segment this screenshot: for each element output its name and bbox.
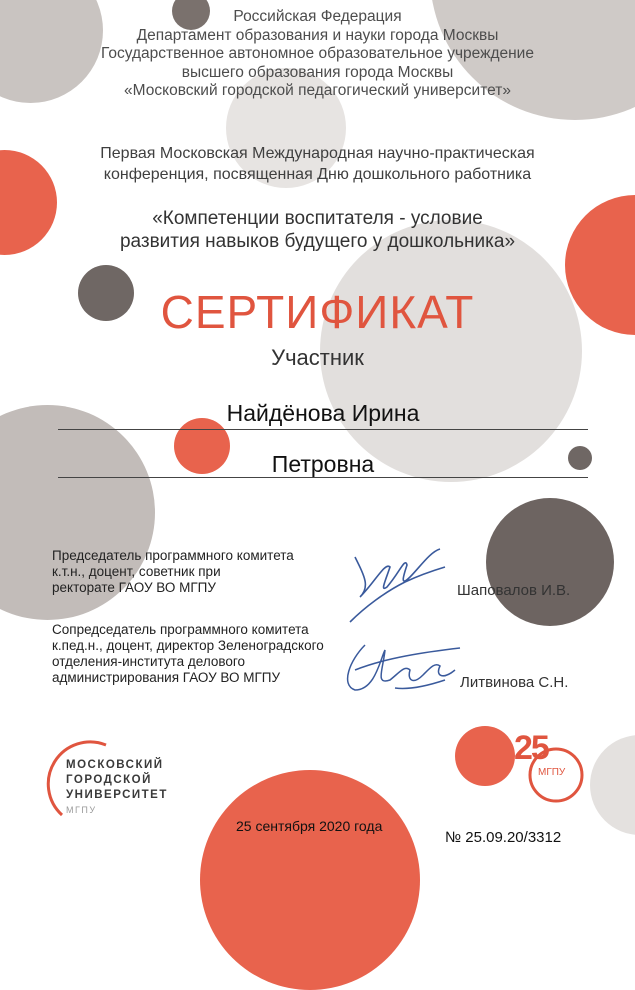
university-logo-text — [66, 758, 168, 818]
recipient-name-line-1: Найдёнова Ирина — [226, 400, 420, 426]
conference-theme — [0, 207, 635, 253]
signature-1-handwritten — [345, 537, 450, 627]
decor-circle-red-bottom-small — [455, 726, 515, 786]
anniversary-number: 25 — [514, 729, 548, 767]
signatory-2-line-4: администрирования ГАОУ ВО МГПУ — [52, 670, 281, 685]
recipient-name-line-2: Петровна — [271, 451, 375, 477]
signatory-1-line-3: ректорате ГАОУ ВО МГПУ — [52, 580, 216, 595]
issuer-institution-type: Государственное автономное образовательное учреждение — [101, 45, 534, 62]
signatory-2-title — [52, 622, 324, 686]
signatory-1-line-2: к.т.н., доцент, советник при — [52, 564, 221, 579]
conference-line-2: конференция, посвященная Дню дошкольного работника — [103, 166, 532, 183]
certificate-date: 25 сентября 2020 года — [236, 818, 383, 834]
signature-2-handwritten — [335, 630, 465, 705]
issuer-department: Департамент образования и науки города Москвы — [136, 26, 499, 44]
logo-line-2: ГОРОДСКОЙ — [66, 774, 152, 786]
signatory-2-name: Литвинова С.Н. — [460, 674, 569, 691]
conference-block — [0, 143, 635, 185]
issuer-block — [0, 8, 635, 101]
issuer-country: Российская Федерация — [233, 8, 402, 25]
issuer-university: «Московский городской педагогический университет» — [124, 82, 511, 99]
signatory-1-line-1: Председатель программного комитета — [52, 548, 294, 563]
theme-line-1: «Компетенции воспитателя - условие — [152, 208, 483, 229]
anniversary-label: МГПУ — [538, 767, 566, 778]
signatory-1-name: Шаповалов И.В. — [457, 582, 571, 599]
decor-circle-grey-bottomright — [590, 735, 635, 835]
signatory-2-line-2: к.пед.н., доцент, директор Зеленоградского — [52, 638, 324, 653]
theme-line-2: развития навыков будущего у дошкольника» — [119, 231, 516, 252]
signatory-2-line-1: Сопредседатель программного комитета — [52, 622, 309, 637]
anniversary-emblem — [512, 727, 582, 807]
logo-line-3: УНИВЕРСИТЕТ — [66, 789, 168, 801]
issuer-institution-level: высшего образования города Москвы — [181, 63, 454, 81]
signatory-1-title — [52, 548, 294, 596]
logo-line-4: МГПУ — [66, 805, 97, 815]
logo-line-1: МОСКОВСКИЙ — [66, 759, 164, 771]
conference-line-1: Первая Московская Международная научно-практическая — [100, 145, 535, 162]
signatory-2-line-3: отделения-института делового — [52, 654, 246, 669]
certificate-role: Участник — [271, 345, 364, 370]
name-underline-1 — [58, 429, 588, 430]
name-underline-2 — [58, 477, 588, 478]
certificate-title: СЕРТИФИКАТ — [160, 286, 475, 338]
decor-circle-red-bottom-big — [200, 770, 420, 990]
decor-circle-dark-right — [486, 498, 614, 626]
certificate-number: № 25.09.20/3312 — [445, 829, 562, 846]
